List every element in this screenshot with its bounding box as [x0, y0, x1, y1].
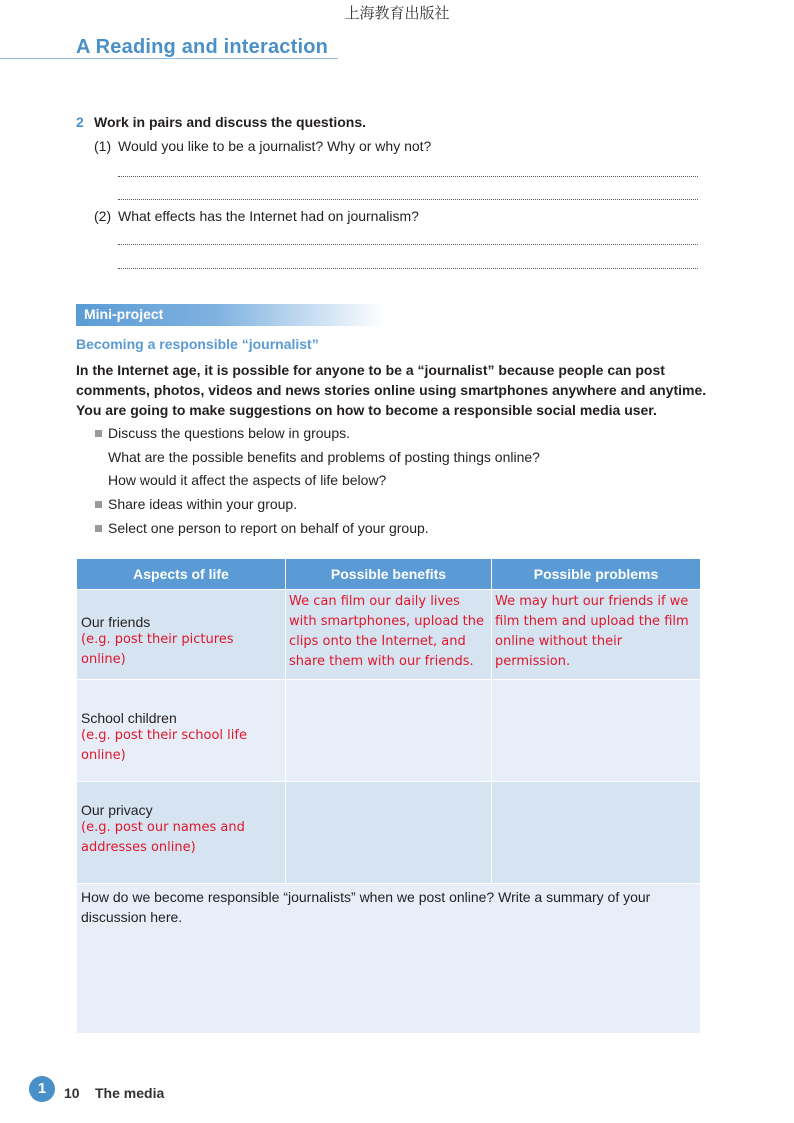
summary-prompt: How do we become responsible “journalists” when we post online? Write a summary of your discussion here.	[81, 889, 651, 925]
aspect-label: Our friends	[81, 614, 151, 630]
answer-line	[118, 244, 698, 245]
table-cell	[77, 590, 286, 680]
table-cell	[286, 590, 492, 680]
answer-line	[118, 176, 698, 177]
summary-cell[interactable]	[77, 884, 701, 1034]
question-item-text-1: Would you like to be a journalist? Why or why not?	[118, 138, 432, 154]
table-row	[77, 680, 701, 782]
bullet-square-icon	[95, 501, 102, 508]
mini-project-label: Mini-project	[84, 306, 164, 322]
unit-badge: 1	[29, 1076, 55, 1102]
table-cell	[77, 680, 286, 782]
question-item-label-1: (1)	[94, 138, 112, 154]
table-cell	[492, 590, 701, 680]
question-item-label-2: (2)	[94, 208, 112, 224]
aspects-table	[76, 558, 701, 1034]
publisher-name: 上海教育出版社	[344, 4, 450, 22]
benefit-answer: We can film our daily lives with smartphones, upload the clips onto the Internet, and share them with our friends.	[289, 594, 485, 669]
table-header-row	[77, 559, 701, 590]
aspect-example: (e.g. post their school life online)	[81, 728, 247, 763]
bullet-text: Select one person to report on behalf of your group.	[108, 520, 429, 536]
bullet-text: What are the possible benefits and problems of posting things online?	[108, 449, 540, 465]
aspect-label: Our privacy	[81, 802, 153, 818]
question-instruction: Work in pairs and discuss the questions.	[94, 114, 367, 130]
question-number: 2	[76, 114, 84, 130]
bullet-square-icon	[95, 525, 102, 532]
aspect-example: (e.g. post our names and addresses online)	[81, 820, 245, 855]
section-title: A Reading and interaction	[76, 36, 329, 58]
summary-row	[77, 884, 701, 1034]
bullet-text: Discuss the questions below in groups.	[108, 425, 351, 441]
section-underline	[0, 58, 338, 59]
bullet-text: Share ideas within your group.	[108, 496, 298, 512]
table-header: Possible problems	[492, 559, 701, 590]
problem-answer: We may hurt our friends if we film them and upload the film online without their permission.	[495, 594, 689, 669]
table-cell	[492, 680, 701, 782]
table-cell	[286, 782, 492, 884]
table-row	[77, 782, 701, 884]
answer-line	[118, 199, 698, 200]
aspect-example: (e.g. post their pictures online)	[81, 632, 234, 667]
page-number: 10	[64, 1085, 80, 1101]
table-header: Aspects of life	[77, 559, 286, 590]
table-header: Possible benefits	[286, 559, 492, 590]
mini-project-subtitle: Becoming a responsible “journalist”	[76, 336, 319, 352]
answer-line	[118, 268, 698, 269]
bullet-square-icon	[95, 430, 102, 437]
mini-project-intro: In the Internet age, it is possible for anyone to be a “journalist” because people can post comments, photos, videos and news stories online using smartphones anywhere and anytime. You are going to make suggestions on how to become a responsible social media user.	[76, 362, 707, 418]
table-cell	[77, 782, 286, 884]
aspect-label: School children	[81, 710, 177, 726]
table-row	[77, 590, 701, 680]
unit-title: The media	[95, 1085, 165, 1101]
question-item-text-2: What effects has the Internet had on journalism?	[118, 208, 419, 224]
table-cell	[492, 782, 701, 884]
bullet-text: How would it affect the aspects of life below?	[108, 472, 387, 488]
table-cell	[286, 680, 492, 782]
